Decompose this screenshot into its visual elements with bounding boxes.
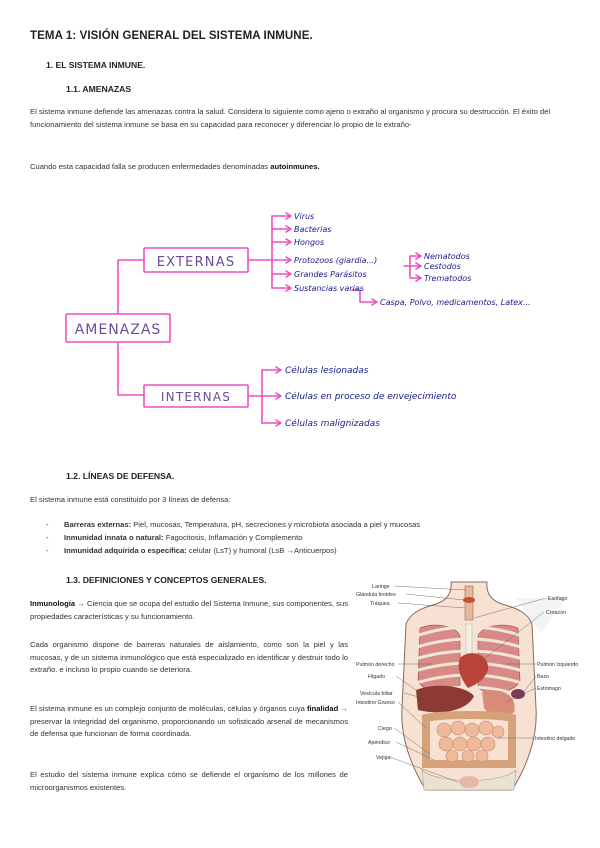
externa-protozoos: Protozoos (giardia...) [294,256,378,265]
paragraph-autoinmunes-text: Cuando esta capacidad falla se producen enfermedades denominadas [30,162,271,171]
sustancias-ejemplos: Caspa, Polvo, medicamentos, Latex... [380,298,531,307]
defensa-item-barreras: - Barreras externas: Piel, mucosas, Temperatura, pH, secreciones y microbiota asociada a piel y mucosas [46,518,576,531]
paragraph-barreras: Cada organismo dispone de barreras naturales de aislamiento, como son la piel y las mucosas, y de un sistema inmunológico que está especializado en identificar y destruir todo lo extraño. e incluso lo propio cuando se deteriora. [30,640,348,675]
section-heading-1-2: 1.2. LÍNEAS DE DEFENSA. [66,471,175,481]
label-pulmon-izquierdo: Pulmón Izquierdo [537,662,579,668]
defensa-intro: El sistema inmune está constituido por 3 líneas de defensa: [30,495,231,504]
label-esofago: Esófago [548,596,568,602]
label-estomago: Estómago [537,686,561,692]
internas-label: INTERNAS [160,390,232,404]
finalidad-bold: finalidad [307,704,339,713]
externa-hongos: Hongos [294,238,325,247]
externa-bacterias: Bacterias [294,225,332,234]
label-apendice: Apéndice [368,740,391,746]
section-heading-1-3: 1.3. DEFINICIONES Y CONCEPTOS GENERALES. [66,575,267,585]
externa-sustancias: Sustancias varias [294,284,364,293]
interna-celulas-envejecimiento: Células en proceso de envejecimiento [285,392,457,402]
label-bazo: Bazo [537,674,550,680]
parasito-cestodos: Cestodos [424,262,461,271]
inmunologia-bold: Inmunología [30,599,76,608]
paragraph-amenazas: El sistema inmune defiende las amenazas contra la salud. Considera lo siguiente como ajeno o extraño al organismo y procura su destrucción. El éxito del funcionamiento del sistema inmune se basa en su capacidad para reconocer y diferenciar lo propio de lo extraño- [30,107,551,129]
interna-celulas-lesionadas: Células lesionadas [285,366,369,376]
autoinmunes-bold: autoinmunes. [270,162,320,171]
label-higado: Hígado [368,674,386,680]
externas-label: EXTERNAS [156,255,236,270]
label-intestino-grueso: Intestino Grueso [356,700,395,706]
section-heading-1-1: 1.1. AMENAZAS [66,84,132,94]
externa-grandes-parasitos: Grandes Parásitos [294,270,367,279]
paragraph-autoinmunes [30,161,572,174]
defensa-item-innata: - Inmunidad innata o natural: Fagocitosis, Inflamación y Complemento [46,531,576,544]
amenazas-label: AMENAZAS [74,322,162,338]
label-vesicula: Vesícula biliar [360,691,393,697]
label-traquea: Tráquea [370,601,390,607]
right-lung [418,625,460,693]
paragraph-estudio: El estudio del sistema inmune explica cómo se defiende el organismo de los millones de microorganismos existentes. [30,770,348,792]
defensa-list [46,518,576,557]
paragraph-inmunologia: Inmunología → Ciencia que se ocupa del estudio del Sistema Inmune, sus componentes, sus propiedades características y su funcionamiento. [30,599,348,621]
amenazas-mindmap [0,196,600,446]
thyroid [463,597,475,603]
anatomy-illustration [356,578,582,804]
section-heading-1: 1. EL SISTEMA INMUNE. [46,60,146,70]
label-pulmon-derecho: Pulmón derecho [356,662,395,668]
parasito-trematodos: Trematodos [424,274,472,283]
trunk-to-internas [118,342,144,395]
externa-virus: Virus [294,212,315,221]
label-corazon: Corazón [546,610,567,616]
label-tiroides: Glándula tiroides [356,592,396,598]
parasito-nematodos: Nematodos [424,252,470,261]
label-laringe: Laringe [372,584,390,590]
defensa-item-adquirida: - Inmunidad adquirida o específica: celular (LsT) y humoral (LsB →Anticuerpos) [46,544,576,557]
trunk-to-externas [118,260,144,314]
bladder [459,776,479,788]
label-ciego: Ciego [378,726,392,732]
page-title: TEMA 1: VISIÓN GENERAL DEL SISTEMA INMUNE. [30,30,313,42]
label-vejiga: Vejiga [376,755,391,761]
label-intestino-delgado: Intestino delgado [535,736,576,742]
paragraph-complejo: El sistema inmune es un complejo conjunto de moléculas, células y órganos cuya finalidad → preservar la integridad del organismo, proporcionando un sofisticado arsenal de mecanismos de defensa que funcionan de forma coordinada. [30,704,348,739]
interna-celulas-malignizadas: Células malignizadas [285,419,380,429]
